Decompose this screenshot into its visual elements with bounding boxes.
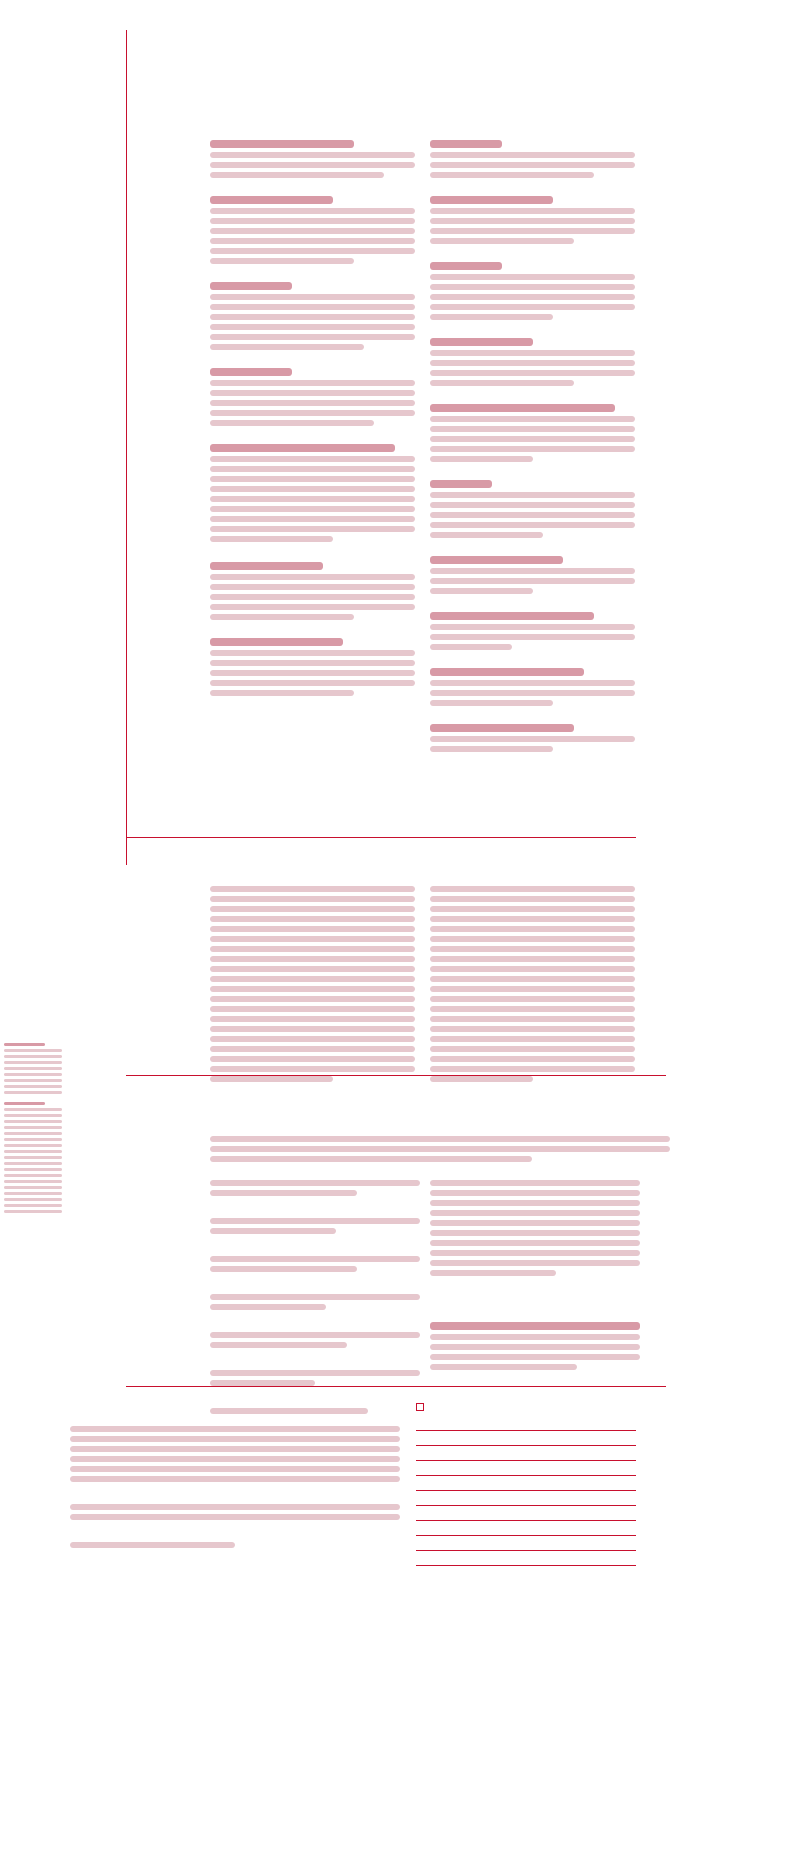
form-line[interactable] xyxy=(416,1460,636,1461)
form-line[interactable] xyxy=(416,1430,636,1431)
events-list xyxy=(210,1176,420,1418)
workshop-entry xyxy=(430,404,635,462)
workshop-entry xyxy=(210,282,415,350)
workshop-entry xyxy=(430,556,635,594)
workshop-entry xyxy=(430,612,635,650)
workshop-entry xyxy=(430,480,635,538)
vertical-address xyxy=(36,40,52,480)
workshop-entry xyxy=(430,140,635,178)
faculty-divider xyxy=(126,837,636,838)
form-line[interactable] xyxy=(416,1565,636,1566)
workshop-entry xyxy=(430,262,635,320)
open-house-details xyxy=(430,1318,640,1374)
workshop-entry xyxy=(430,668,635,706)
vertical-masthead xyxy=(6,40,34,780)
workshop-entry xyxy=(430,338,635,386)
special-events-intro xyxy=(210,1132,670,1166)
page-header xyxy=(126,30,646,102)
form-row[interactable] xyxy=(416,1398,636,1416)
enrollment-form xyxy=(416,1398,636,1580)
workshop-entry xyxy=(210,368,415,426)
form-line[interactable] xyxy=(416,1490,636,1491)
workshop-entry xyxy=(210,196,415,264)
date-line xyxy=(212,70,646,92)
workshop-entry xyxy=(430,724,635,752)
form-line[interactable] xyxy=(416,1550,636,1551)
form-line[interactable] xyxy=(416,1445,636,1446)
checkbox-icon[interactable] xyxy=(416,1403,424,1411)
form-line[interactable] xyxy=(416,1520,636,1521)
left-column-rule xyxy=(126,30,127,865)
planning-stages xyxy=(430,1176,640,1280)
form-line[interactable] xyxy=(416,1505,636,1506)
workshop-entry xyxy=(210,562,415,620)
workshop-column-right xyxy=(430,136,635,770)
page-title xyxy=(126,30,646,70)
board-listing xyxy=(4,1040,62,1216)
form-line[interactable] xyxy=(416,1535,636,1536)
side-tab xyxy=(772,0,792,90)
registration-details xyxy=(70,1422,400,1552)
form-line[interactable] xyxy=(416,1475,636,1476)
workshop-entry xyxy=(210,140,415,178)
workshop-column-left xyxy=(210,136,415,714)
faculty-list-left xyxy=(210,882,415,1086)
workshop-entry xyxy=(210,444,415,542)
faculty-list-right xyxy=(430,882,635,1086)
workshop-entry xyxy=(430,196,635,244)
workshop-entry xyxy=(210,638,415,696)
